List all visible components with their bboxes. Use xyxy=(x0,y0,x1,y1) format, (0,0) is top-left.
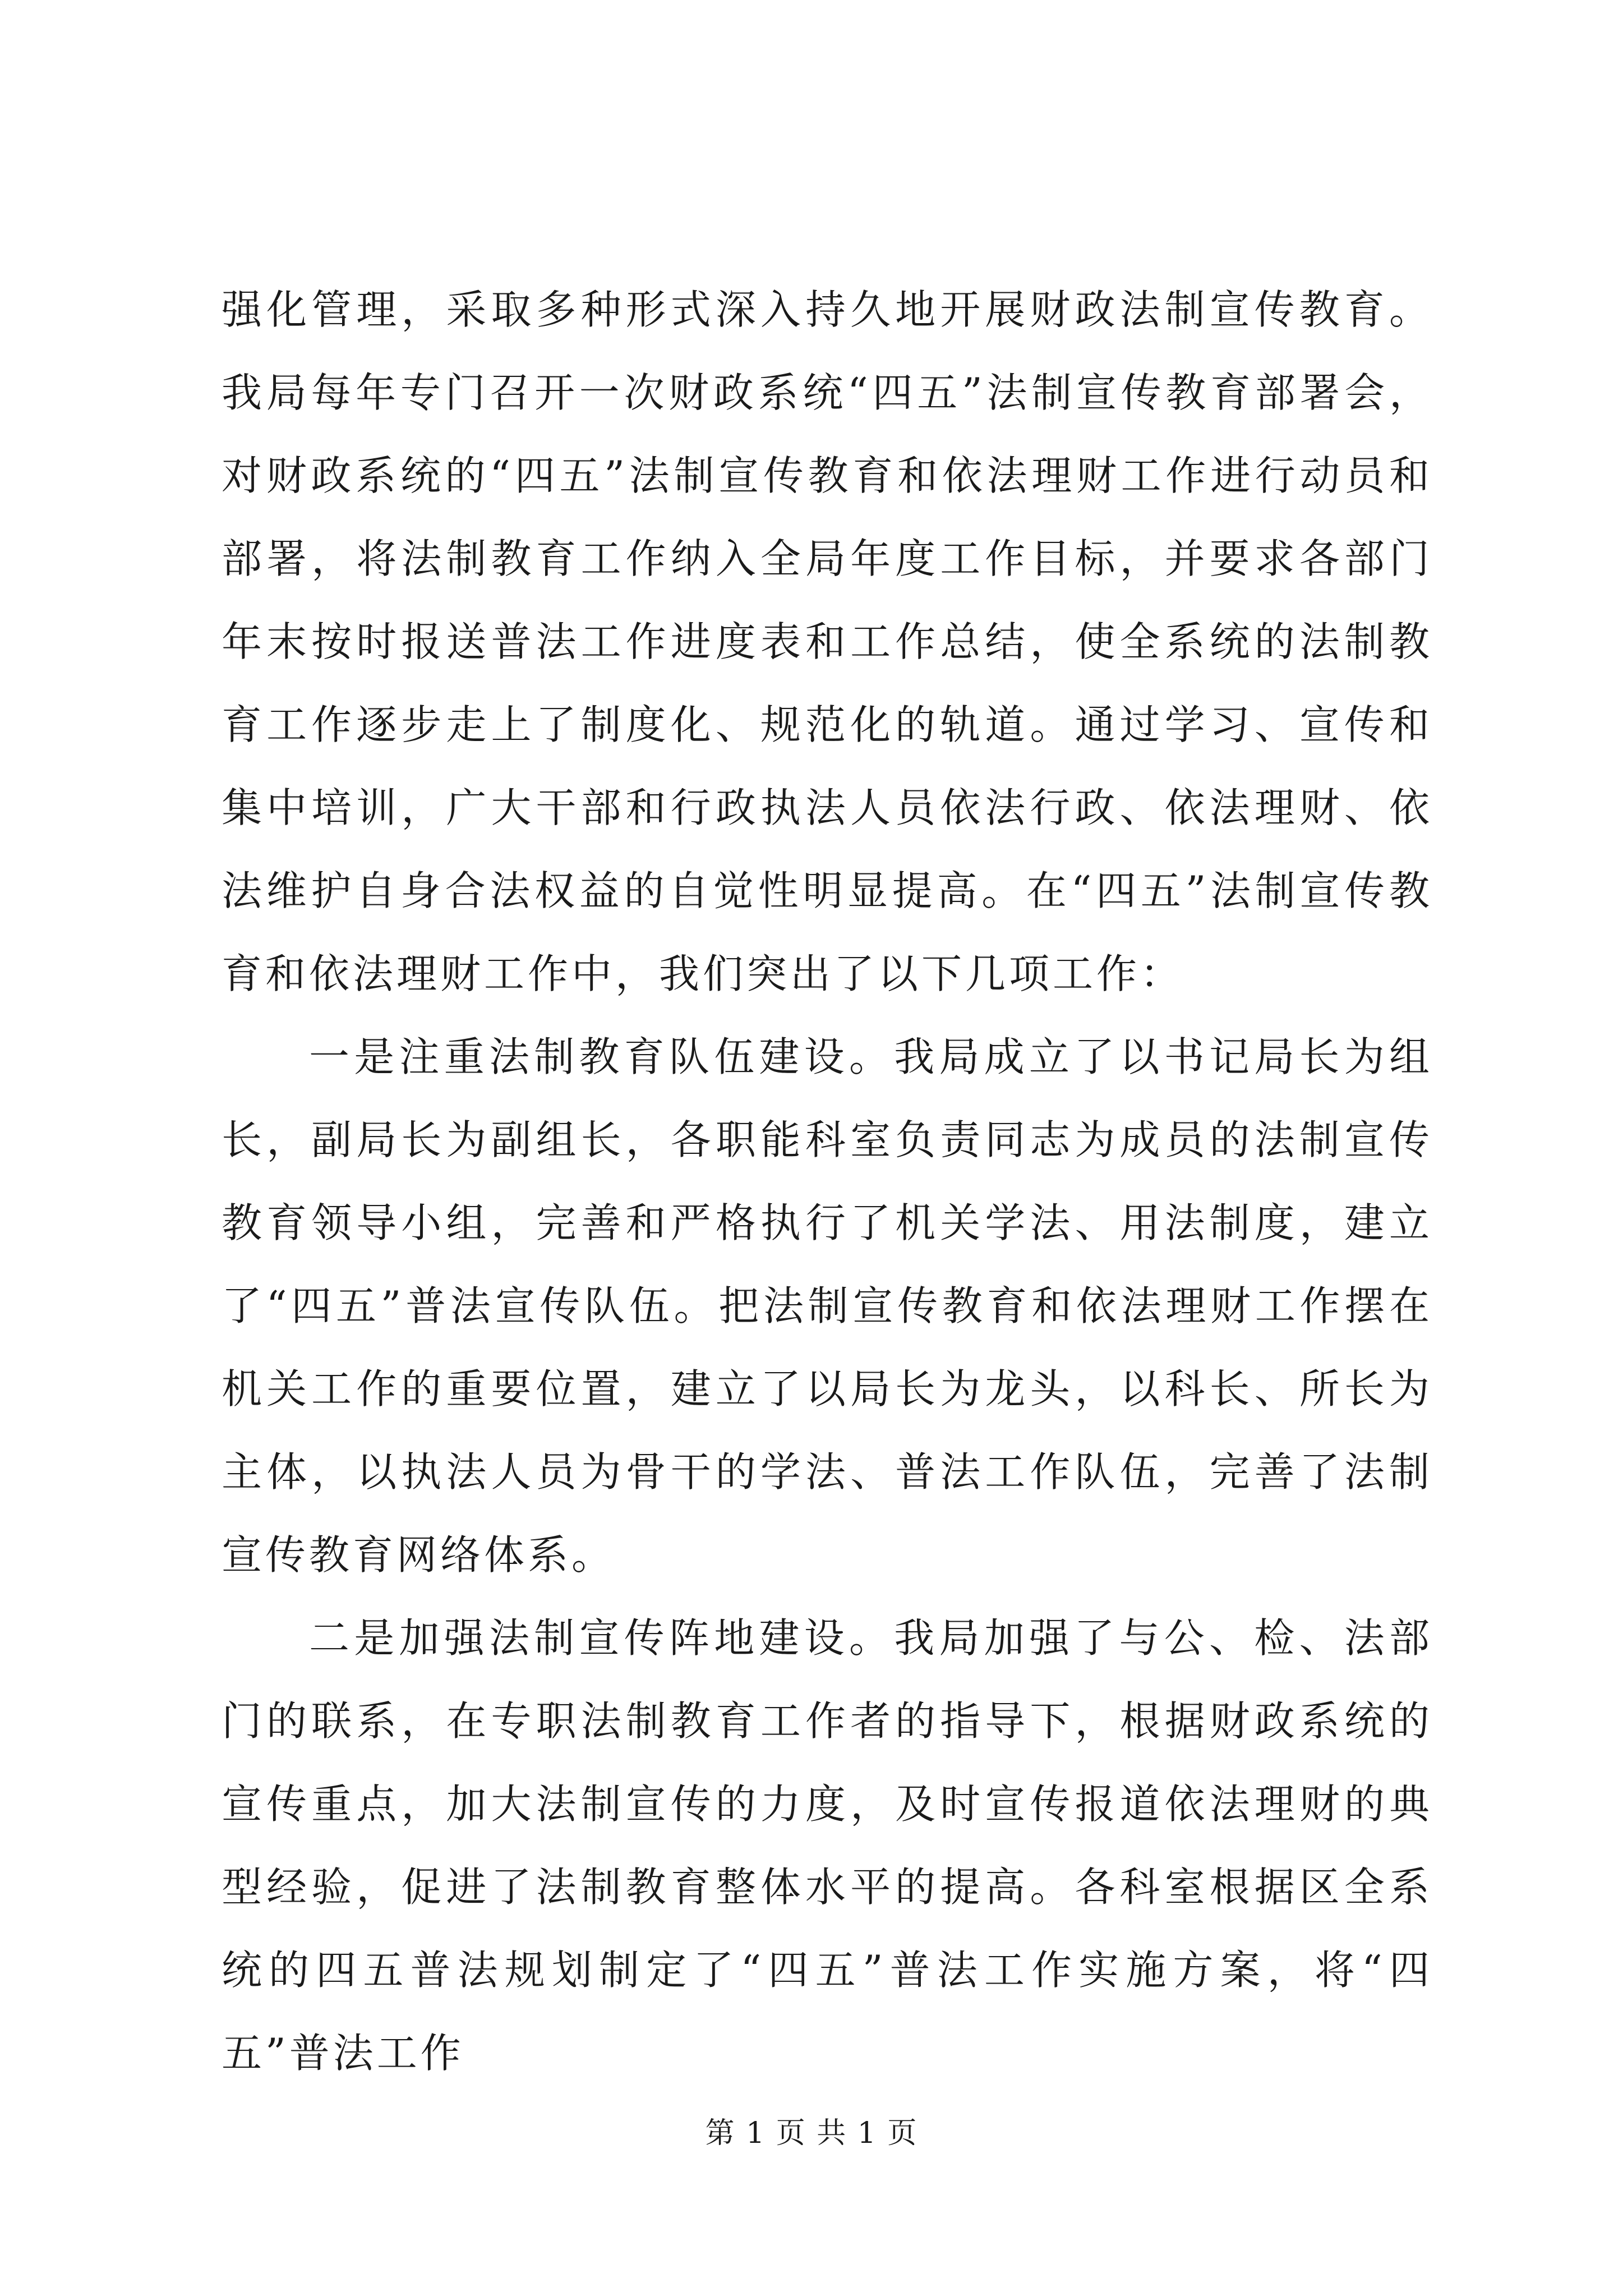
paragraph-publicity-base: 二是加强法制宣传阵地建设。我局加强了与公、检、法部门的联系，在专职法制教育工作者的指导下，根据财政系统的宣传重点，加大法制宣传的力度，及时宣传报道依法理财的典型经验，促进了法制教育整体水平的提高。各科室根据区全系统的四五普法规划制定了“四五”普法工作实施方案，将“四五”普法工作 xyxy=(222,1614,1433,2077)
paragraph-team-building: 一是注重法制教育队伍建设。我局成立了以书记局长为组长，副局长为副组长，各职能科室负责同志为成员的法制宣传教育领导小组，完善和严格执行了机关学法、用法制度，建立了“四五”普法宣传队伍。把法制宣传教育和依法理财工作摆在机关工作的重要位置，建立了以局长为龙头，以科长、所长为主体，以执法人员为骨干的学法、普法工作队伍，完善了法制宣传教育网络体系。 xyxy=(222,1033,1433,1579)
document-body xyxy=(222,268,1433,2095)
page-number-label: 第 1 页 共 1 页 xyxy=(705,2116,918,2150)
paragraph-continuation: 强化管理，采取多种形式深入持久地开展财政法制宣传教育。我局每年专门召开一次财政系统“四五”法制宣传教育部署会，对财政系统的“四五”法制宣传教育和依法理财工作进行动员和部署，将法制教育工作纳入全局年度工作目标，并要求各部门年末按时报送普法工作进度表和工作总结，使全系统的法制教育工作逐步走上了制度化、规范化的轨道。通过学习、宣传和集中培训，广大干部和行政执法人员依法行政、依法理财、依法维护自身合法权益的自觉性明显提高。在“四五”法制宣传教育和依法理财工作中，我们突出了以下几项工作： xyxy=(222,286,1433,997)
page-footer xyxy=(0,2109,1623,2151)
